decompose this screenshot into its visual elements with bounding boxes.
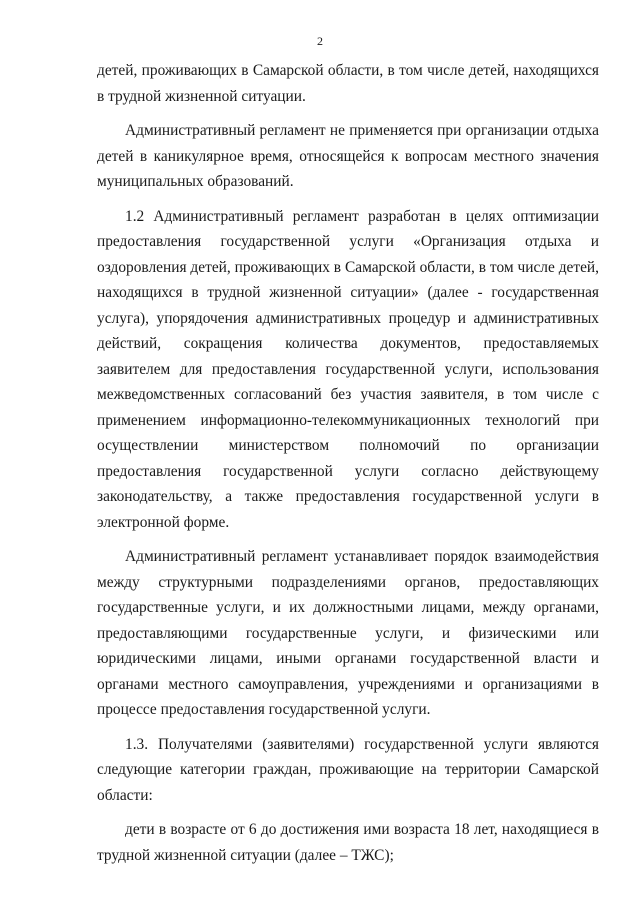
- paragraph-1-3: 1.3. Получателями (заявителями) государственной услуги являются следующие категории граждан, проживающие на территории Самарской области:: [97, 735, 599, 804]
- paragraph-1-2: 1.2 Административный регламент разработан в целях оптимизации предоставления государственной услуги «Организация отдыха и оздоровления детей, проживающих в Самарской области, в том числе детей, находящихся в трудной жизненной ситуации» (далее - государственная услуга), упорядочения административных процедур и административных действий, сокращения количества документов, предоставляемых заявителем для предоставления государственной услуги, использования межведомственных согласований без участия заявителя, в том числе с применением информационно-телекоммуникационных технологий при осуществлении министерством полномочий по организации предоставления государственной услуги согласно действующему законодательству, а также предоставления государственной услуги в электронной форме.: [97, 207, 599, 531]
- paragraph-scope-exclusion: Административный регламент не применяется при организации отдыха детей в каникулярное время, относящейся к вопросам местного значения муниципальных образований.: [97, 122, 599, 190]
- paragraph-interaction-procedure: Административный регламент устанавливает порядок взаимодействия между структурными подразделениями органов, предоставляющих государственные услуги, и их должностными лицами, между органами, предоставляющими государственные услуги, и физическими или юридическими лицами, иными органами государственной власти и органами местного самоуправления, учреждениями и организациями в процессе предоставления государственной услуги.: [97, 548, 599, 718]
- page-number: 2: [317, 34, 323, 48]
- paragraph-category-children: дети в возрасте от 6 до достижения ими возраста 18 лет, находящиеся в трудной жизненной ситуации (далее – ТЖС);: [97, 821, 599, 864]
- paragraph-continuation: детей, проживающих в Самарской области, в том числе детей, находящихся в трудной жизненной ситуации.: [97, 62, 599, 105]
- document-body: [97, 58, 599, 868]
